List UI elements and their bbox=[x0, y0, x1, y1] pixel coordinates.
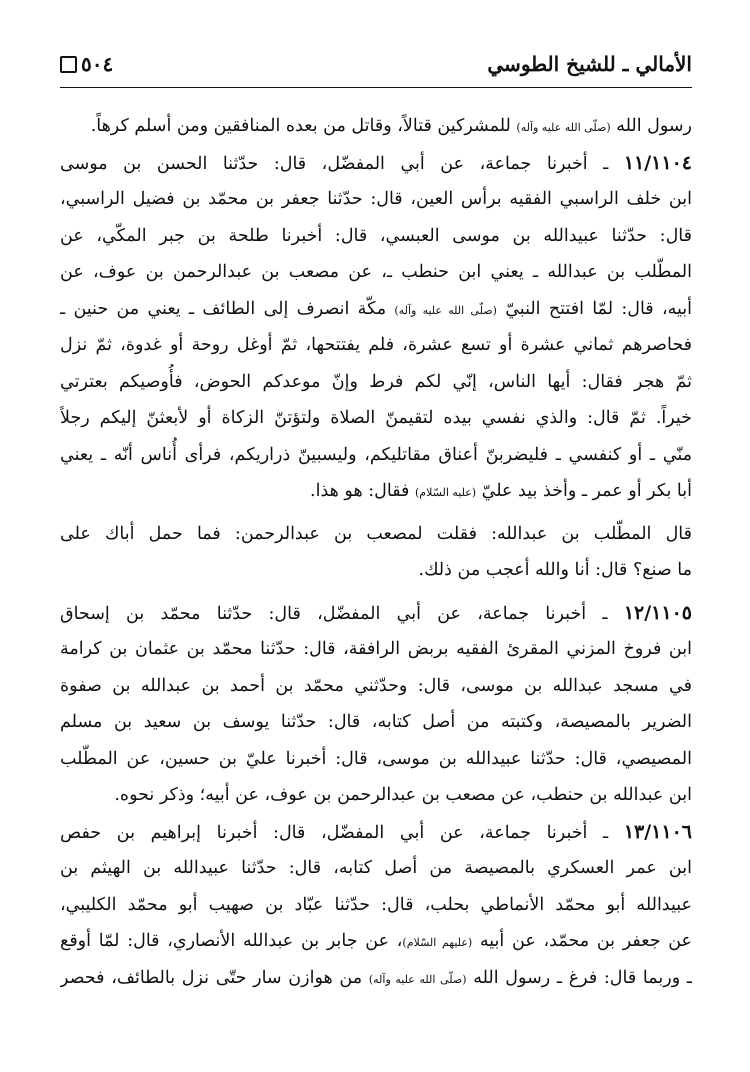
text-segment: أبيه، قال: لمّا افتتح النبيّ bbox=[496, 298, 692, 319]
text-line bbox=[60, 108, 692, 145]
honorific: (صلّى الله عليه وآله) bbox=[394, 303, 497, 317]
text-line bbox=[60, 887, 692, 924]
text-line bbox=[60, 704, 692, 741]
book-title: الأمالي ـ للشيخ الطوسي bbox=[487, 52, 692, 76]
text-line bbox=[60, 741, 692, 778]
text-segment: ـ أخبرنا جماعة، عن أبي المفضّل، قال: أخبرنا إبراهيم بن حفص bbox=[60, 822, 624, 843]
text-segment: فقال: هو هذا. bbox=[310, 481, 415, 501]
page-number-text: ٥٠٤ bbox=[81, 52, 114, 76]
text-line bbox=[60, 473, 692, 510]
text-segment: عن جعفر بن محمّد، عن أبيه bbox=[472, 931, 692, 951]
text-line bbox=[60, 923, 692, 960]
text-segment: من هوازن سار حتّى نزل بالطائف، فحصر bbox=[60, 967, 369, 988]
hadith-number: ١١/١١٠٤ bbox=[623, 151, 692, 174]
text-segment: قال المطّلب بن عبدالله: فقلت لمصعب بن عبدالرحمن: فما حمل أباك على bbox=[60, 523, 692, 544]
text-segment: ابن خلف الراسبي الفقيه برأس العين، قال: حدّثنا جعفر بن محمّد بن فضيل الراسبي، bbox=[60, 189, 692, 209]
text-line bbox=[60, 218, 692, 255]
text-segment: خيراً. ثمّ قال: والذي نفسي بيده لتقيمنّ الصلاة ولتؤتنّ الزكاة أو لأبعثنّ إليكم رجلاً bbox=[60, 408, 692, 428]
square-icon bbox=[60, 56, 77, 73]
text-line bbox=[60, 327, 692, 364]
text-segment: مكّة انصرف إلى bbox=[255, 298, 395, 319]
text-segment: الطائف ـ يعني من حنين ـ bbox=[60, 298, 256, 319]
text-segment: غدوة، ثمّ نزل bbox=[60, 335, 170, 355]
text-line bbox=[60, 516, 692, 553]
honorific: (صلّى الله عليه وآله) bbox=[516, 121, 611, 134]
text-line bbox=[60, 145, 692, 182]
text-line bbox=[60, 668, 692, 705]
text-segment: للمشركين قتالاً، وقاتل من بعده المنافقين ومن أسلم كرهاً. bbox=[90, 116, 517, 136]
text-segment: الضرير بالمصيصة، وكتبته من أصل كتابه، قال: حدّثنا يوسف بن سعيد بن مسلم bbox=[60, 712, 692, 732]
text-segment: عبيدالله أبو محمّد الأنماطي بحلب، قال: حدّثنا عبّاد بن صهيب أبو محمّد الكليبي، bbox=[60, 894, 692, 915]
text-segment: المطّلب بن عبدالله ـ يعني ابن حنطب ـ، عن مصعب بن عبدالرحمن بن عوف، عن bbox=[60, 262, 692, 282]
text-line bbox=[60, 850, 692, 887]
text-line bbox=[60, 552, 692, 589]
text-line bbox=[60, 291, 692, 328]
honorific: (صلّى الله عليه وآله) bbox=[368, 972, 467, 986]
text-segment: قال: حدّثنا عبيدالله بن موسى العبسي، قال: أخبرنا طلحة بن جبر المكّي، عن bbox=[60, 225, 692, 246]
honorific: (عليهم السّلام) bbox=[402, 936, 473, 949]
text-segment: ـ وربما قال: فرغ ـ رسول الله bbox=[466, 967, 692, 988]
text-line bbox=[60, 181, 692, 218]
hadith-number: ١٣/١١٠٦ bbox=[623, 820, 692, 843]
text-segment: فحاصرهم ثماني عشرة أو تسع عشرة، فلم يفتتحها، ثمّ أوغل bbox=[228, 335, 692, 355]
text-line bbox=[60, 595, 692, 632]
text-segment: ابن عمر العسكري بالمصيصة من أصل كتابه، قال: حدّثنا عبيدالله بن الهيثم بن bbox=[60, 858, 692, 878]
text-segment: ابن عبدالله بن حنطب، عن مصعب بن عبدالرحمن بن عوف، عن أبيه؛ وذكر نحوه. bbox=[114, 785, 692, 805]
text-line bbox=[60, 254, 692, 291]
text-segment: ابن فروخ المزني المقرئ الفقيه بربض الرافقة، قال: حدّثنا محمّد بن عثمان بن كرامة bbox=[60, 639, 692, 659]
text-line bbox=[60, 437, 692, 474]
text-line bbox=[60, 364, 692, 401]
text-segment: المصيصي، قال: حدّثنا عبيدالله بن موسى، قال: أخبرنا عليّ بن حسين، عن المطّلب bbox=[60, 748, 692, 769]
text-segment: ثمّ هجر فقال: أيها الناس، إنّي لكم فرط وإنّ موعدكم الحوض، فأُوصيكم بعترتي bbox=[60, 371, 692, 392]
honorific: (عليه السّلام) bbox=[415, 486, 477, 499]
text-segment: ـ أخبرنا جماعة، عن أبي المفضّل، قال: حدّثنا الحسن بن موسى bbox=[60, 153, 624, 174]
text-segment: ، عن جابر بن عبدالله الأنصاري، قال: لمّا أوقع bbox=[60, 931, 403, 951]
page-header bbox=[60, 46, 692, 86]
text-line bbox=[60, 777, 692, 814]
text-line bbox=[60, 631, 692, 668]
text-segment: أبا بكر أو عمر ـ وأخذ بيد عليّ bbox=[476, 481, 692, 501]
text-segment: في مسجد عبدالله بن موسى، قال: وحدّثني محمّد بن أحمد بن عبدالله بن صفوة bbox=[60, 675, 692, 696]
hadith-number: ١٢/١١٠٥ bbox=[623, 601, 692, 624]
text-segment: ما صنع؟ قال: أنا والله أعجب من ذلك. bbox=[418, 560, 692, 580]
text-line bbox=[60, 960, 692, 997]
text-segment: منّي ـ أو كنفسي ـ فليضربنّ أعناق مقاتليكم، وليسبينّ ذراريكم، فرأى أُناس أنّه ـ يعني bbox=[60, 444, 692, 465]
page-number bbox=[60, 52, 113, 76]
text-segment: رسول الله bbox=[610, 116, 692, 136]
header-rule bbox=[60, 87, 692, 88]
text-line bbox=[60, 400, 692, 437]
page-body bbox=[60, 108, 692, 996]
text-line bbox=[60, 814, 692, 851]
text-segment: ـ أخبرنا جماعة، عن أبي المفضّل، قال: حدّثنا محمّد بن إسحاق bbox=[60, 603, 624, 624]
text-segment: روحة أو bbox=[169, 335, 229, 355]
